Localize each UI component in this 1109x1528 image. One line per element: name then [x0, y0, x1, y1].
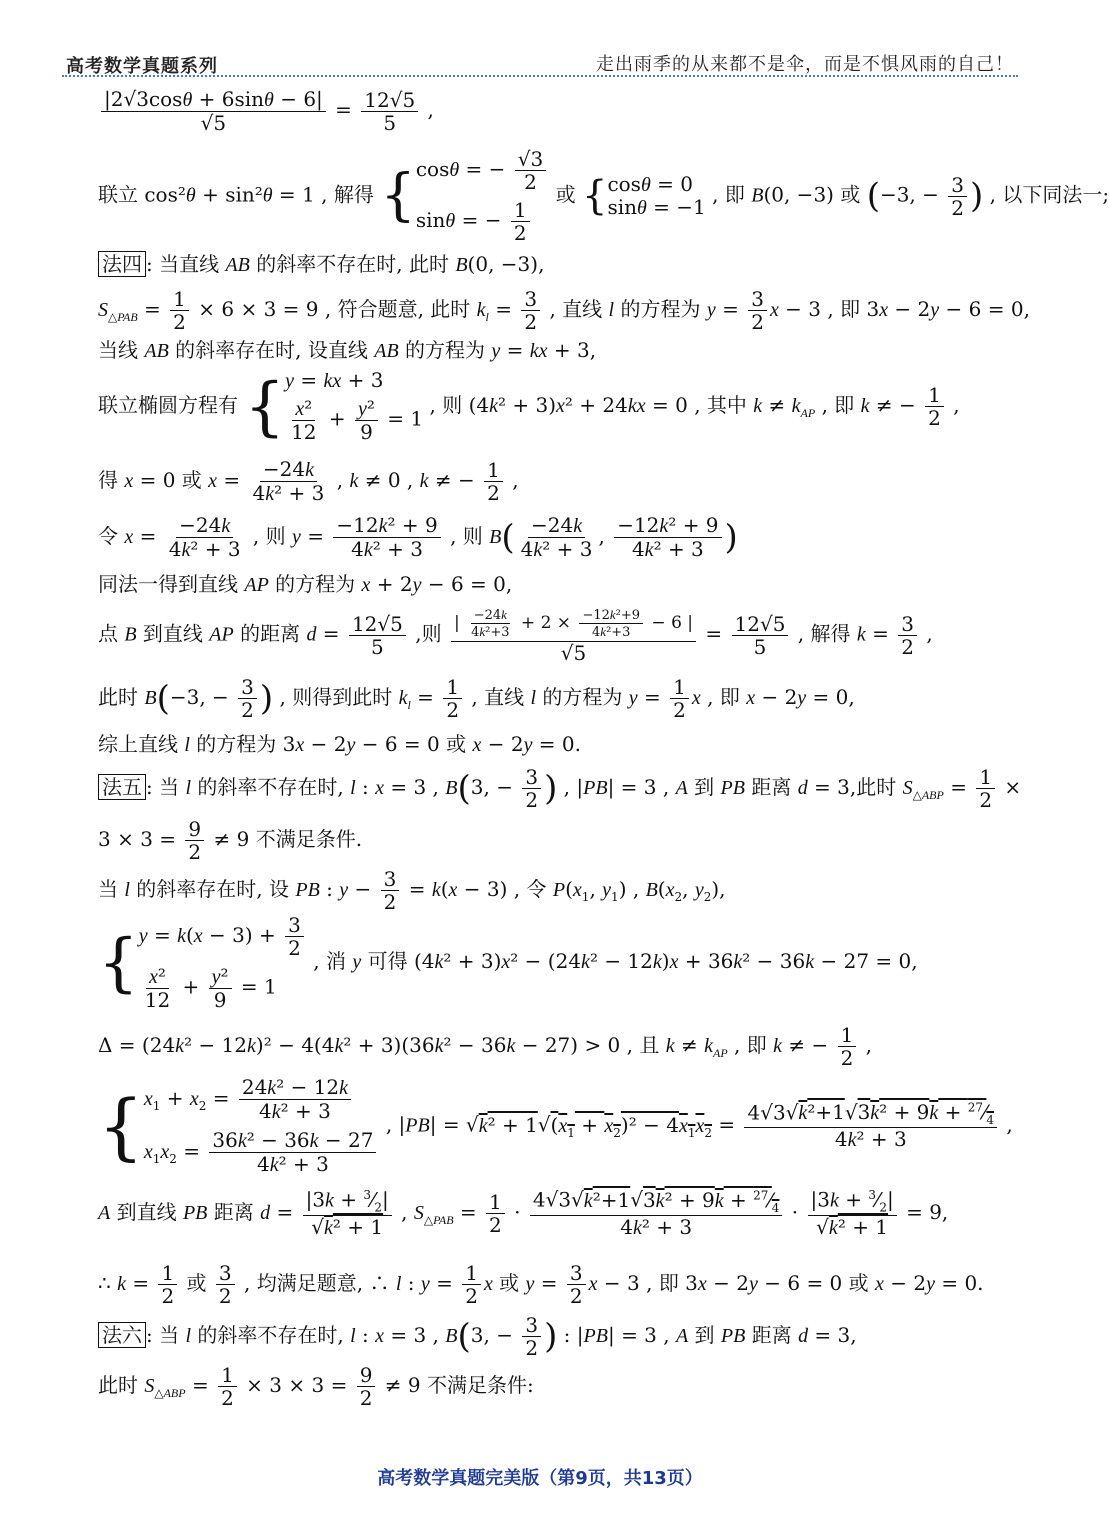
eq-area-five: 3 × 3 = $\frac{9}{2}$ ≠ 9 不满足条件. [98, 817, 363, 864]
footer-page-info: 高考数学真题完美版（第9页，共13页） [377, 1468, 703, 1489]
eq-result-five: ∴ k = $\frac{1}{2}$ 或 $\frac{3}{2}$ , 均满足题意, ∴ l : y = $\frac{1}{2}$ x 或 y = $\frac{3}{2}$ x − 3 , 即 3x − 2y − 6 = 0 或 x − 2y = 0. [98, 1261, 984, 1308]
eq-distance-theta: $\frac{|2√3\cos\theta + 6\sin\theta - 6|}{√5}$ = $\frac{12√5}{5}$ , [98, 88, 434, 134]
method-six-intro: 法六 : 当 l 的斜率不存在时, l : x = 3 , B(3, − $\frac{3}{2}$ ) : |PB| = 3 , A 到 PB 距离 d = 3, [98, 1314, 857, 1359]
eq-discriminant: Δ = (24k² − 12k)² − 4(4k² + 3)(36k² − 36k − 27) > 0 , 且 $k \ne k_{AP}$ , 即 k ≠ − $\frac{1}{2}$ , [98, 1023, 873, 1070]
eq-solve-theta: 联立 cos²θ + sin²θ = 1 , 解得 { cosθ = − $\frac{√3}{2}$ sinθ = − $\frac{1}{2}$ 或 { cosθ = 0 sinθ = −1 , 即 B(0, −3) 或 (−3, − $\frac{3}{2}$ ) , 以下同法一; [98, 147, 1109, 245]
method-five-intro: 法五 : 当 l 的斜率不存在时, l : x = 3 , B(3, − $\frac{3}{2}$ ) , |PB| = 3 , A 到 PB 距离 d = 3,此时 $S_{\triangle ABP}$ = $\frac{1}{2}$ × [98, 766, 1021, 811]
header-motto: 走出雨季的从来都不是伞，而是不惧风雨的自己！ [596, 54, 1014, 75]
eq-distance-ap: 点 B 到直线 AP 的距离 d = $\frac{12√5}{5}$ ,则 | $\frac{-24k}{\text{4k²+3}}$ + 2 × $\frac{\text{−12k²+9}}{\text{4k²+3}}$ − 6 | √5 = $\frac{12√5}{5}$ , 解得 k = $\frac{3}{2}$ , [98, 607, 933, 665]
eq-ellipse-system: 联立椭圆方程有 { y = kx + 3 $\frac{\text{x²}}{12}$ + $\frac{\text{y²}}{9}$ = 1 , 则 (4k² + 3)x² + 24kx = 0 , 其中 $k \ne k_{AP}$ , 即 k ≠ − $\frac{1}{2}$ , [98, 368, 960, 444]
method-four-label: 法四 [98, 251, 146, 277]
eq-point-b: 令 x = $\frac{-24k}{\text{4k² + 3}}$ , 则 y = $\frac{\text{−12k² + 9}}{\text{4k² + 3}}$ , 则 B( $\frac{-24k}{\text{4k² + 3}}$ , $\frac{\text{−12k² + 9}}{\text{4k² + 3}}$ ) [98, 513, 738, 561]
eq-x-roots: 得 x = 0 或 x = $\frac{-24k}{\text{4k² + 3}}$ , k ≠ 0 , k ≠ − $\frac{1}{2}$ , [98, 457, 519, 505]
eq-result-four: 此时 B(−3, − $\frac{3}{2}$ ) , 则得到此时 $k_l$ = $\frac{1}{2}$ , 直线 l 的方程为 y = $\frac{1}{2}$ x , 即 x − 2y = 0, [98, 675, 855, 722]
text-line-ap: 同法一得到直线 AP 的方程为 x + 2y − 6 = 0, [98, 572, 513, 596]
text-summary-four: 综上直线 l 的方程为 3x − 2y − 6 = 0 或 x − 2y = 0. [98, 732, 582, 756]
header-series: 高考数学真题系列 [66, 56, 218, 77]
method-four-intro: 法四 : 当直线 AB 的斜率不存在时, 此时 B(0, −3), [98, 254, 544, 275]
method-six-label: 法六 [98, 1322, 146, 1348]
eq-line-pb: 当 l 的斜率存在时, 设 PB : y − $\frac{3}{2}$ = k(x − 3) , 令 $P(x_1$, $y_1$) , $B(x_2$, $y_2$), [98, 867, 726, 914]
eq-area-five-general: A 到直线 PB 距离 d = $\frac{|3k + ^3⁄_2|}{\text{√k² + 1}}$ , $S_{\triangle PAB}$ = $\frac{1}{2}$ · $\frac{4√3√k^2+1√3k^2 + 9k + ^{27}⁄_4}{\text{4k² + 3}}$ · $\frac{|3k + ^3⁄_2|}{\text{√k² + 1}}$ = 9, [98, 1187, 949, 1239]
eq-area-six: 此时 $S_{\triangle ABP}$ = $\frac{1}{2}$ × 3 × 3 = $\frac{9}{2}$ ≠ 9 不满足条件: [98, 1363, 534, 1410]
text-slope-exists: 当线 AB 的斜率存在时, 设直线 AB 的方程为 y = kx + 3, [98, 338, 597, 362]
method-five-label: 法五 [98, 774, 146, 800]
eq-vieta-pb: { $x_1 + x_2$ = $\frac{\text{24k² − 12k}}{\text{4k² + 3}}$ $x_1x_2$ = $\frac{\text{36k² − 36k − 27}}{\text{4k² + 3}}$ , $|PB| = √k^2 + 1√(x_1 + x_2)^2 - 4x_1x_2$ = $\frac{4√3√k^2+1√3k^2 + 9k + ^{27}⁄_4}{\text{4k² + 3}}$ , [98, 1075, 1013, 1176]
eq-system-five: { y = k(x − 3) + $\frac{3}{2}$ $\frac{\text{x²}}{12}$ + $\frac{\text{y²}}{9}$ = 1 , 消 y 可得 (4k² + 3)x² − (24k² − 12k)x + 36k² − 36k − 27 = 0, [98, 913, 918, 1012]
header-divider [62, 75, 1018, 77]
eq-area-vertical: $S_{\triangle PAB}$ = $\frac{1}{2}$ × 6 × 3 = 9 , 符合题意, 此时 $k_l$ = $\frac{3}{2}$ , 直线 l 的方程为 y = $\frac{3}{2}$ x − 3 , 即 3x − 2y − 6 = 0, [98, 287, 1030, 334]
